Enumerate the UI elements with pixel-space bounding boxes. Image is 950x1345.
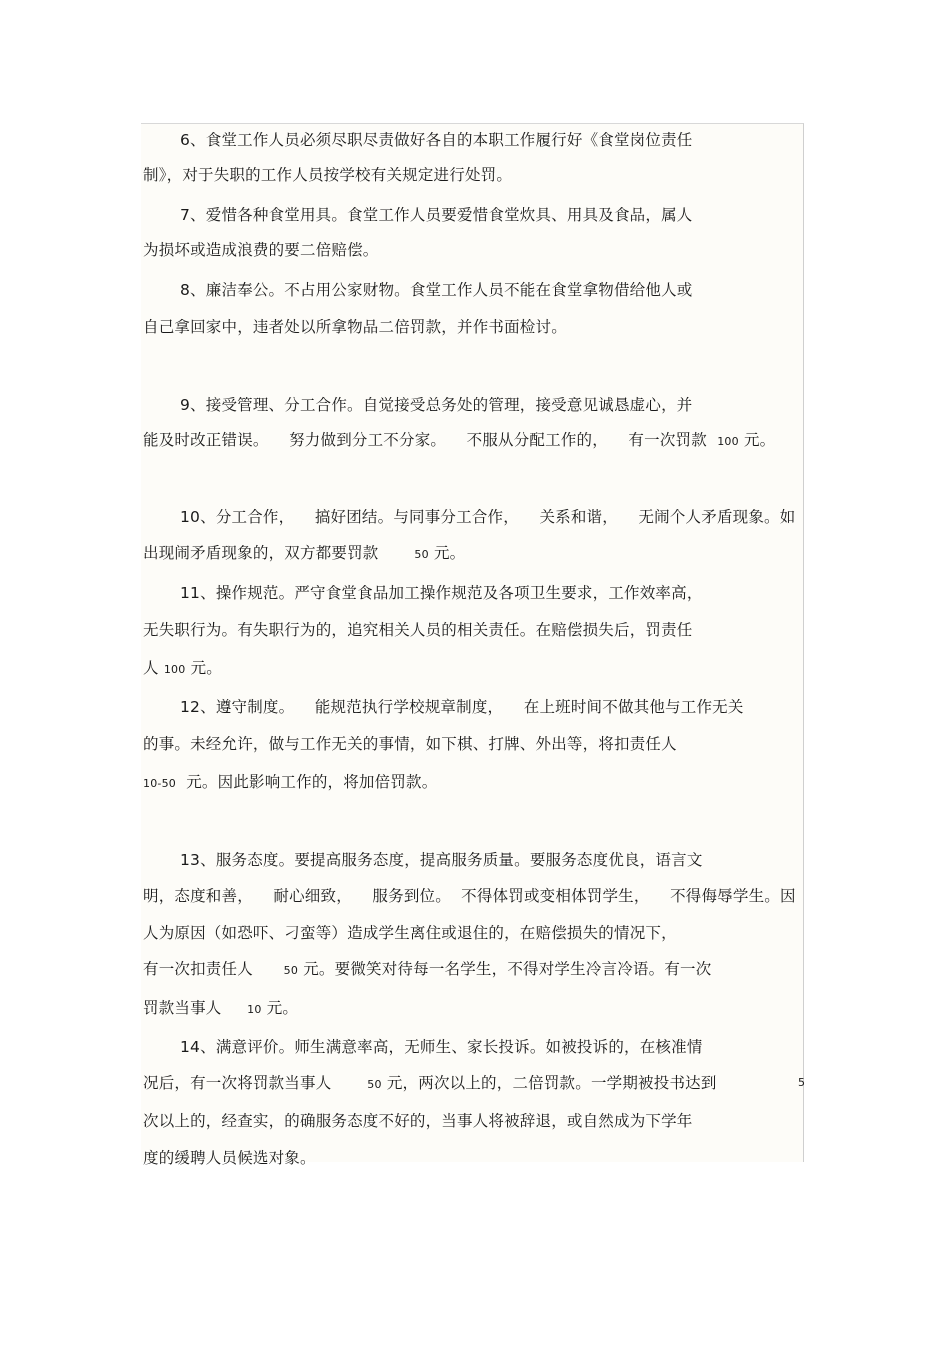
paragraph-13-line-1: 13、服务态度。要提高服务态度，提高服务质量。要服务态度优良，语言文 — [180, 851, 703, 869]
paragraph-14-line-3: 次以上的，经查实，的确服务态度不好的，当事人将被辞退，或自然成为下学年 — [143, 1112, 693, 1130]
paragraph-14-line-1: 14、满意评价。师生满意率高，无师生、家长投诉。如被投诉的，在核准情 — [180, 1038, 703, 1056]
paragraph-6-line-1: 6、食堂工作人员必须尽职尽责做好各自的本职工作履行好《食堂岗位责任 — [180, 131, 693, 149]
paragraph-11-line-3: 人 100 元。 — [143, 659, 222, 677]
paragraph-9-line-1: 9、接受管理、分工合作。自觉接受总务处的管理，接受意见诚恳虚心，并 — [180, 396, 693, 414]
penalty-amount: 100 — [163, 663, 186, 676]
paragraph-8-line-1: 8、廉洁奉公。不占用公家财物。食堂工作人员不能在食堂拿物借给他人或 — [180, 281, 693, 299]
paragraph-11-line-1: 11、操作规范。严守食堂食品加工操作规范及各项卫生要求，工作效率高， — [180, 584, 703, 602]
paragraph-12-line-2: 的事。未经允许，做与工作无关的事情，如下棋、打牌、外出等，将扣责任人 — [143, 735, 677, 753]
paragraph-13-line-3: 人为原因（如恐吓、刁蛮等）造成学生离住或退住的，在赔偿损失的情况下， — [143, 924, 677, 942]
paragraph-7-line-1: 7、爱惜各种食堂用具。食堂工作人员要爱惜食堂炊具、用具及食品，属人 — [180, 206, 693, 224]
penalty-amount: 10-50 — [143, 777, 176, 790]
paragraph-8-line-2: 自己拿回家中，违者处以所拿物品二倍罚款，并作书面检讨。 — [143, 318, 567, 336]
paragraph-7-line-2: 为损坏或造成浪费的要二倍赔偿。 — [143, 241, 379, 259]
complaint-count: 5 — [798, 1076, 805, 1089]
paragraph-13-line-5: 罚款当事人 10 元。 — [143, 999, 299, 1017]
paragraph-14-line-2: 况后，有一次将罚款当事人 50 元，两次以上的，二倍罚款。一学期被投书达到 — [143, 1074, 717, 1092]
paragraph-14-line-4: 度的缓聘人员候选对象。 — [143, 1149, 316, 1167]
penalty-amount: 10 — [247, 1003, 262, 1016]
penalty-amount: 50 — [414, 548, 429, 561]
penalty-amount: 50 — [283, 964, 299, 977]
penalty-amount: 50 — [367, 1078, 382, 1091]
paragraph-13-line-2: 明，态度和善， 耐心细致， 服务到位。 不得体罚或变相体罚学生， 不得侮辱学生。因 — [143, 887, 796, 905]
paragraph-13-line-4: 有一次扣责任人 50 元。要微笑对待每一名学生，不得对学生冷言冷语。有一次 — [143, 960, 712, 978]
paragraph-10-line-1: 10、分工合作， 搞好团结。与同事分工合作， 关系和谐， 无闹个人矛盾现象。如 — [180, 508, 796, 526]
paragraph-6-line-2: 制》，对于失职的工作人员按学校有关规定进行处罚。 — [143, 166, 513, 184]
paragraph-12-line-3: 10-50 元。因此影响工作的，将加倍罚款。 — [143, 773, 438, 791]
paragraph-12-line-1: 12、遵守制度。 能规范执行学校规章制度， 在上班时间不做其他与工作无关 — [180, 698, 744, 716]
paragraph-9-line-2: 能及时改正错误。 努力做到分工不分家。 不服从分配工作的， 有一次罚款 100 元。 — [143, 431, 776, 449]
penalty-amount: 100 — [717, 435, 739, 448]
paragraph-10-line-2: 出现闹矛盾现象的，双方都要罚款 50 元。 — [143, 544, 466, 562]
paragraph-11-line-2: 无失职行为。有失职行为的，追究相关人员的相关责任。在赔偿损失后，罚责任 — [143, 621, 693, 639]
